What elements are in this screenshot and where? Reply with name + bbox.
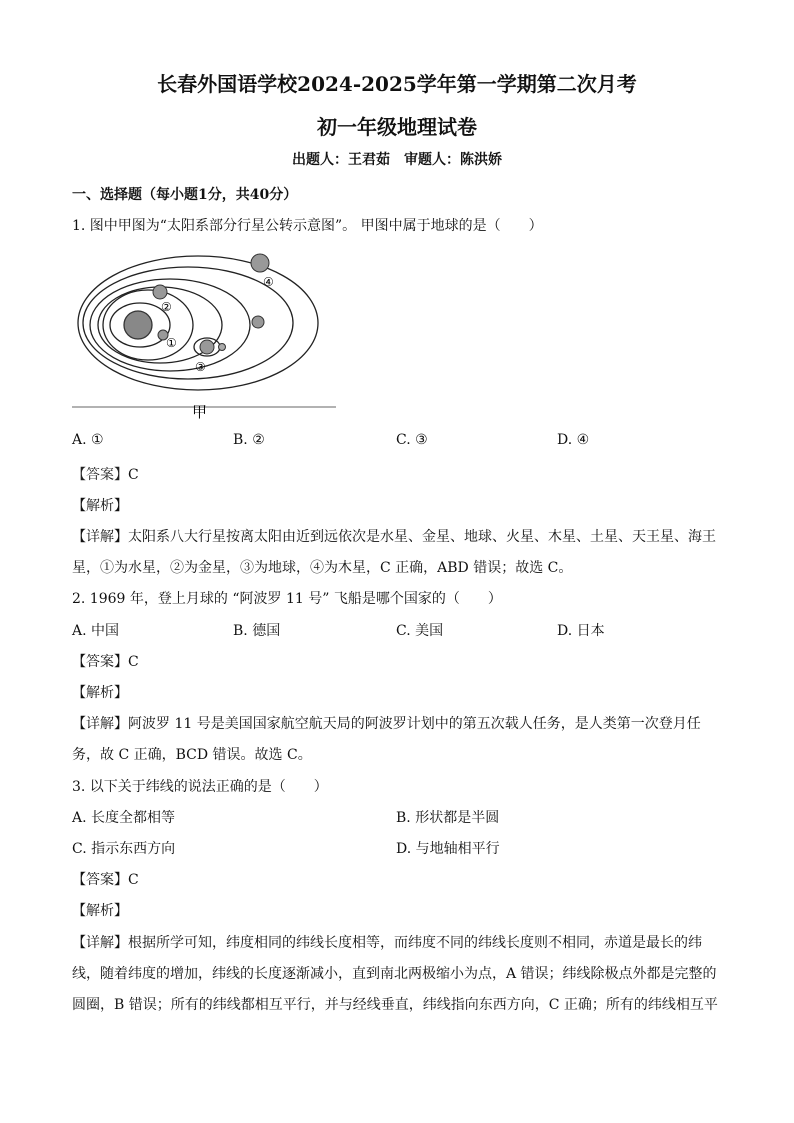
q1-answer-value: C xyxy=(128,467,139,483)
q2-detail-1 xyxy=(72,713,701,733)
q1-answer-tag: 【答案】 xyxy=(72,467,128,483)
q3-answer-tag: 【答案】 xyxy=(72,872,128,888)
label-1: ① xyxy=(166,336,177,350)
q3-option-b: B. 形状都是半圆 xyxy=(396,810,500,826)
q2-option-d: D. 日本 xyxy=(557,623,605,639)
planet-mars xyxy=(252,316,264,328)
q2-answer xyxy=(72,651,139,671)
exam-school-title: 长春外国语学校2024-2025学年第一学期第二次月考 xyxy=(157,72,637,96)
q2-answer-tag: 【答案】 xyxy=(72,654,128,670)
q2-option-b: B. 德国 xyxy=(233,623,281,639)
q1-option-d: D. ④ xyxy=(557,432,590,448)
q2-detail-text-1: 阿波罗 11 号是美国国家航空航天局的阿波罗计划中的第五次载人任务，是人类第一次登月任 xyxy=(128,716,701,732)
section-heading: 一、选择题（每小题1分，共40分） xyxy=(72,187,298,203)
exam-subject-title: 初一年级地理试卷 xyxy=(317,115,477,139)
planet-4 xyxy=(251,254,269,272)
q1-detail-2: 星，①为水星，②为金星，③为地球，④为木星，C 正确，ABD 错误；故选 C。 xyxy=(72,560,573,576)
q1-option-b: B. ② xyxy=(233,432,265,448)
q2-option-c: C. 美国 xyxy=(396,623,444,639)
q3-answer xyxy=(72,869,139,889)
label-2: ② xyxy=(161,300,172,314)
q3-detail-tag: 【详解】 xyxy=(72,935,128,951)
q3-stem: 3. 以下关于纬线的说法正确的是（ ） xyxy=(72,779,328,795)
q3-detail-2: 线，随着纬度的增加，纬线的长度逐渐减小，直到南北两极缩小为点，A 错误；纬线除极点外都是完整的 xyxy=(72,966,717,982)
q3-option-a: A. 长度全都相等 xyxy=(72,810,176,826)
q3-analysis-tag: 【解析】 xyxy=(72,903,128,919)
q3-answer-value: C xyxy=(128,872,139,888)
q2-stem: 2. 1969 年，登上月球的 “阿波罗 11 号” 飞船是哪个国家的（ ） xyxy=(72,591,502,607)
q3-option-d: D. 与地轴相平行 xyxy=(396,841,500,857)
q2-detail-tag: 【详解】 xyxy=(72,716,128,732)
planet-2 xyxy=(153,285,167,299)
planet-3 xyxy=(200,340,214,354)
q2-option-a: A. 中国 xyxy=(72,623,120,639)
q2-answer-value: C xyxy=(128,654,139,670)
q3-detail-text-1: 根据所学可知，纬度相同的纬线长度相等，而纬度不同的纬线长度则不相同，赤道是最长的纬 xyxy=(128,935,702,951)
q1-stem: 1. 图中甲图为“太阳系部分行星公转示意图”。 甲图中属于地球的是（ ） xyxy=(72,218,543,234)
q1-detail-text-1: 太阳系八大行星按离太阳由近到远依次是水星、金星、地球、火星、木星、土星、天王星、海王 xyxy=(128,529,716,545)
q1-detail-1 xyxy=(72,526,716,546)
solar-orbit-diagram xyxy=(70,245,340,425)
exam-authors: 出题人：王君茹 审题人：陈洪娇 xyxy=(292,152,502,168)
q1-analysis-tag: 【解析】 xyxy=(72,498,128,514)
sun xyxy=(124,311,152,339)
q1-detail-tag: 【详解】 xyxy=(72,529,128,545)
q2-analysis-tag: 【解析】 xyxy=(72,685,128,701)
q1-answer xyxy=(72,464,139,484)
label-4: ④ xyxy=(263,275,274,289)
q2-detail-2: 务，故 C 正确，BCD 错误。故选 C。 xyxy=(72,747,312,763)
moon xyxy=(219,344,226,351)
label-3: ③ xyxy=(195,360,206,374)
q3-detail-3: 圆圈，B 错误；所有的纬线都相互平行，并与经线垂直，纬线指向东西方向，C 正确；所有的纬线相互平 xyxy=(72,997,718,1013)
q1-option-a: A. ① xyxy=(72,432,104,448)
q1-option-c: C. ③ xyxy=(396,432,428,448)
q3-option-c: C. 指示东西方向 xyxy=(72,841,176,857)
q3-detail-1 xyxy=(72,932,702,952)
q1-figure xyxy=(70,245,340,425)
figure-caption: 甲 xyxy=(192,403,208,421)
